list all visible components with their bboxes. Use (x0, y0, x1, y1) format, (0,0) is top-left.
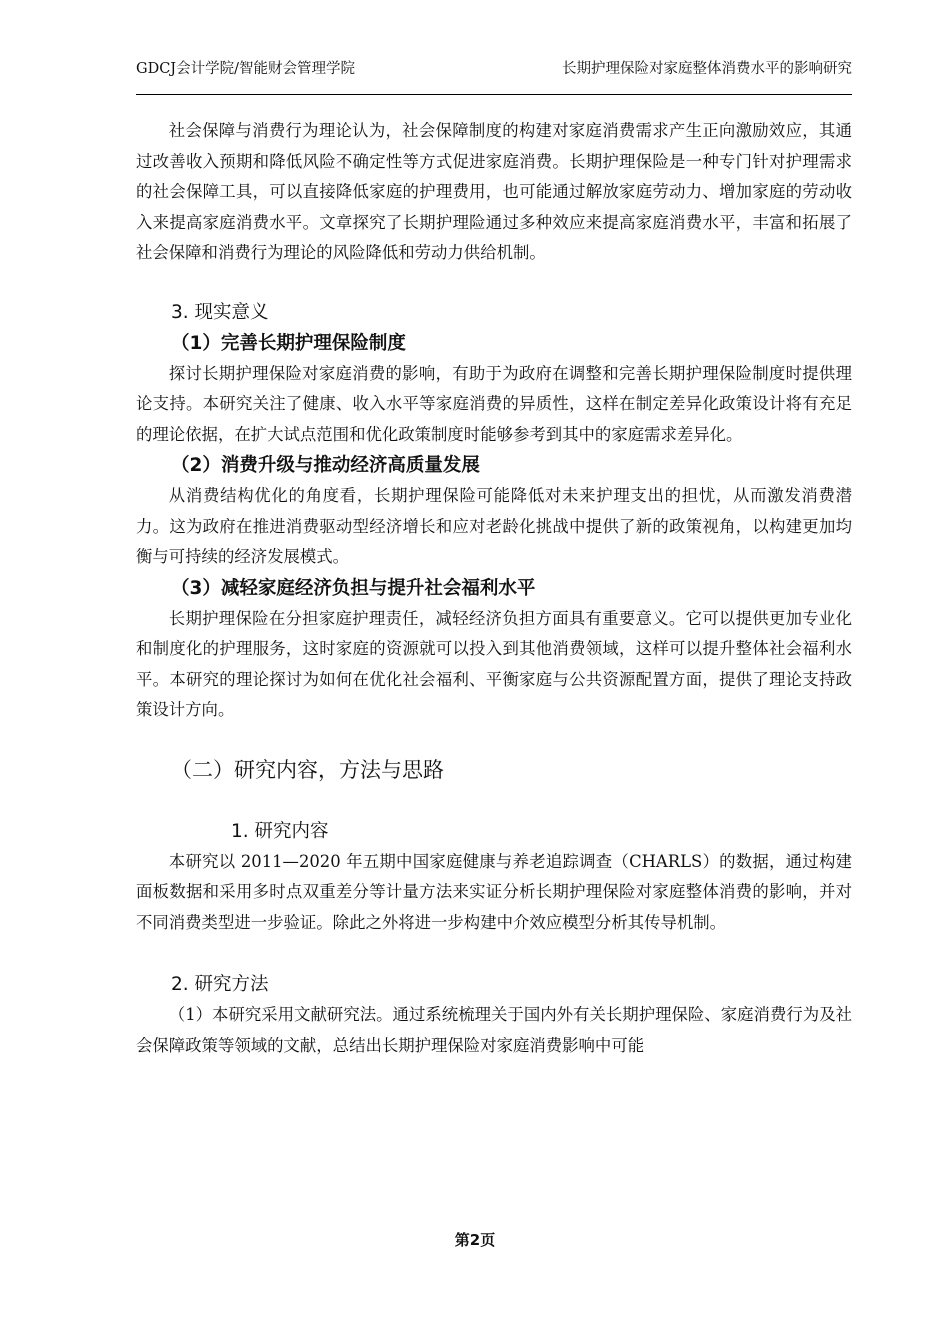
header-left-title: GDCJ会计学院/智能财会管理学院 (136, 61, 355, 77)
subheading-2-paragraph: 从消费结构优化的角度看，长期护理保险可能降低对未来护理支出的担忧，从而激发消费潜力。这为政府在推进消费驱动型经济增长和应对老龄化挑战中提供了新的政策视角，以构建更加均衡与可持续的经济发展模式。 (136, 486, 852, 566)
page-number: 第2页 (454, 1231, 496, 1249)
section-title: （二）研究内容，方法与思路 (171, 757, 444, 782)
research-method-heading: 2. 研究方法 (171, 974, 269, 995)
subheading-3-paragraph: 长期护理保险在分担家庭护理责任，减轻经济负担方面具有重要意义。它可以提供更加专业化和制度化的护理服务，这时家庭的资源就可以投入到其他消费领域，这样可以提升整体社会福利水平。本研究的理论探讨为如何在优化社会福利、平衡家庭与公共资源配置方面，提供了理论支持政策设计方向。 (136, 608, 852, 719)
research-method-paragraph: （1）本研究采用文献研究法。通过系统梳理关于国内外有关长期护理保险、家庭消费行为及社会保障政策等领域的文献，总结出长期护理保险对家庭消费影响中可能 (136, 1005, 852, 1055)
subheading-2: （2）消费升级与推动经济高质量发展 (171, 455, 480, 476)
theory-paragraph: 社会保障与消费行为理论认为，社会保障制度的构建对家庭消费需求产生正向激励效应，其通过改善收入预期和降低风险不确定性等方式促进家庭消费。长期护理保险是一种专门针对护理需求的社会保障工具，可以直接降低家庭的护理费用，也可能通过解放家庭劳动力、增加家庭的劳动收入来提高家庭消费水平。文章探究了长期护理险通过多种效应来提高家庭消费水平，丰富和拓展了社会保障和消费行为理论的风险降低和劳动力供给机制。 (136, 121, 852, 262)
header-right-title: 长期护理保险对家庭整体消费水平的影响研究 (562, 61, 852, 77)
practical-significance-heading: 3. 现实意义 (171, 301, 269, 323)
research-content-heading: 1. 研究内容 (231, 820, 329, 842)
page-header (136, 60, 852, 95)
research-content-paragraph: 本研究以 2011—2020 年五期中国家庭健康与养老追踪调查（CHARLS）的数据，通过构建面板数据和采用多时点双重差分等计量方法来实证分析长期护理保险对家庭整体消费的影响，并对不同消费类型进一步验证。除此之外将进一步构建中介效应模型分析其传导机制。 (136, 851, 852, 932)
subheading-1-paragraph: 探讨长期护理保险对家庭消费的影响，有助于为政府在调整和完善长期护理保险制度时提供理论支持。本研究关注了健康、收入水平等家庭消费的异质性，这样在制定差异化政策设计将有充足的理论依据，在扩大试点范围和优化政策制度时能够参考到其中的家庭需求差异化。 (136, 363, 852, 444)
subheading-1: （1）完善长期护理保险制度 (171, 332, 406, 354)
page-body (136, 116, 852, 1061)
subheading-3: （3）减轻家庭经济负担与提升社会福利水平 (171, 577, 536, 599)
